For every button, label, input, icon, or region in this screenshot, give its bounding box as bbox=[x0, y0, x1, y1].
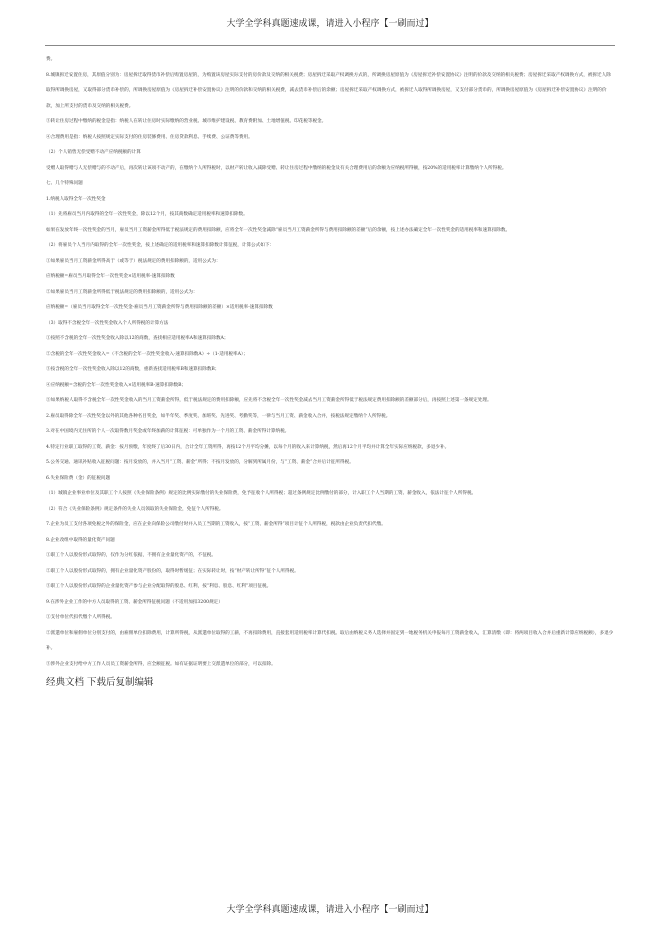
paragraph: 8.城镇拆迁安置住房，其原值分别为：房屋拆迁取得货币补偿后购置房屋的，为购置该房屋实际支付的房价款及交纳的相关税费；房屋拆迁采取产权调换方式的，所调换房屋原值为《房屋拆迁补偿安置协议》注明的价款及交纳的相关税费；房屋拆迁采取产权调换方式，被拆迁人除取得所调换房屋，又取得部分货币补偿的，所调换房屋原值为《房屋拆迁补偿安置协议》注明的价款和交纳的相关税费，减去货币补偿后的余额；房屋拆迁采取产权调换方式，被拆迁人取得所调换房屋，又支付部分货币的，所调换房屋原值为《房屋拆迁补偿安置协议》注明的价款，加上所支付的货币及交纳的相关税费。 bbox=[46, 72, 611, 109]
paragraph: ②职工个人以股份形式取得的，拥有企业量化资产股份的，取得时暂缓征；在实际转让时，按“财产转让所得”征个人所得税。 bbox=[46, 568, 299, 574]
document-body bbox=[46, 52, 614, 690]
paragraph: 2.雇员取得除全年一次性奖金以外的其他各种名目奖金，如半年奖、季度奖、加班奖、先进奖、考勤奖等，一律与当月工资、薪金收入合并，按税法规定缴纳个人所得税。 bbox=[46, 413, 391, 419]
paragraph: （2）个人销售无偿受赠不动产应纳税额的计算 bbox=[46, 150, 141, 155]
paragraph: （1）城镇企业事业单位及其职工个人按照《失业保险条例》规定的比例实际缴付的失业保险费，免予征收个人所得税；超过条例规定比例缴付的部分，计入职工个人当期的工资、薪金收入，依法计征个人所得税。 bbox=[46, 491, 477, 496]
paragraph: ③转让住房过程中缴纳的税金是指：纳税人在转让住房时实际缴纳的营业税、城市维护建设税、教育费附加、土地增值税、印花税等税金。 bbox=[46, 119, 327, 124]
closing-note: 经典文档 下载后复制编辑 bbox=[46, 677, 154, 688]
paragraph: （2）将雇员个人当月内取得的全年一次性奖金，按上述确定的适用税率和速算扣除数计算征税，计算公式如下： bbox=[46, 243, 275, 248]
paragraph: 费。 bbox=[46, 57, 56, 62]
paragraph: ②含税的全年一次性奖金收入=（不含税的全年一次性奖金收入-速算扣除数A）÷（1-适用税率A）； bbox=[46, 351, 248, 357]
formula: 应纳税额=雇员当月取得全年一次性奖金×适用税率-速算扣除数 bbox=[46, 274, 175, 279]
paragraph: ⑤如果纳税人取得不含税全年一次性奖金收入的当月工资薪金所得，低于税法规定的费用扣除额，应先将不含税全年一次性奖金减去当月工资薪金所得低于税法规定费用扣除额的差额部分后，再按照上述第一条规定处理。 bbox=[46, 398, 492, 403]
paragraph: 1.纳税人取得全年一次性奖金 bbox=[46, 196, 106, 202]
paragraph: ③按含税的全年一次性奖金收入除以12的商数，重新查找适用税率B和速算扣除数B； bbox=[46, 367, 220, 372]
paragraph: 3.对在中国境内无住所的个人一次取得数月奖金或年终加薪的计算征税：可单独作为一个月的工资、薪金所得计算纳税。 bbox=[46, 429, 290, 434]
paragraph: ①支付单位代扣代缴个人所得税。 bbox=[46, 615, 115, 620]
paragraph: 6.失业保险费（金）的征税问题 bbox=[46, 475, 111, 481]
page-footer: 大学全学科真题速成课，请进入小程序【一刷而过】 bbox=[226, 905, 434, 915]
paragraph: ②如果雇员当月工资薪金所得低于税法规定的费用扣除额的，适用公式为： bbox=[46, 289, 198, 295]
paragraph: ①如果雇员当月工资薪金所得高于（或等于）税法规定的费用扣除额的，适用公式为： bbox=[46, 258, 221, 264]
paragraph: ①按照不含税的全年一次性奖金收入除以12的商数，查找相应适用税率A和速算扣除数A； bbox=[46, 336, 229, 341]
paragraph: ②派遣单位和雇佣单位分别支付的，由雇佣单位扣除费用，计算所得税，从派遣单位取得的工薪，不再扣除费用，直接套用适用税率计算代扣税。取后由纳税义务人选择并固定到一地税务机关申报每月工资薪金收入，汇算清缴（即：将两项目收入合并后重新计算应纳税额），多退少补。 bbox=[46, 630, 614, 651]
paragraph: （3）取得不含税全年一次性奖金收入个人所得税的计算方法 bbox=[46, 320, 169, 326]
paragraph: 9.在涉外企业工作的中方人员取得的工资、薪金所得征税问题（不适用加扣3200规定） bbox=[46, 599, 223, 605]
section-heading: 七、几个特殊问题 bbox=[46, 181, 83, 186]
paragraph: （2）符合《失业保险条例》规定条件的失业人员领取的失业保险金，免征个人所得税。 bbox=[46, 506, 224, 512]
page-header: 大学全学科真题速成课，请进入小程序【一刷而过】 bbox=[226, 19, 434, 29]
paragraph: 7.企业为员工支付各项免税之外的保险金，应在企业向保险公司缴付时并入员工当期的工资收入，按“工资、薪金所得”项目计征个人所得税，税款由企业负责代扣代缴。 bbox=[46, 522, 386, 527]
paragraph: ③职工个人以股份形式取得的企业量化资产参与企业分配取得的股息、红利，按“利息、股息、红利”项目征税。 bbox=[46, 584, 272, 589]
paragraph: （1）先将雇员当月内取得的全年一次性奖金，除以12个月，按其商数确定适用税率和速算扣除数。 bbox=[46, 212, 248, 217]
paragraph: ④合理费用是指：纳税人按照规定实际支付的住房装修费用、住房贷款利息、手续费、公证费等费用。 bbox=[46, 134, 253, 140]
paragraph: ①职工个人以股份形式取得的，仅作为分红依据，不拥有企业量化资产的，不征税。 bbox=[46, 553, 216, 558]
paragraph: ③涉外企业支付给中方工作人员员工资薪金所得，应全额征税。如有证据证明要上交派遣单位的部分，可以扣除。 bbox=[46, 661, 276, 667]
paragraph: 8.企业改组中取得的量化资产问题 bbox=[46, 537, 115, 543]
paragraph: 如果在发放年终一次性奖金的当月，雇员当月工资薪金所得低于税法规定的费用扣除额，应将全年一次性奖金减除“雇员当月工资薪金所得与费用扣除额的差额”后的余额，按上述办法确定全年一次性奖金的适用税率和速算扣除数。 bbox=[46, 227, 511, 233]
paragraph: 5.公务交通、通讯补贴收入征税问题：按月发放的，并入当月“工资、薪金”所得；不按月发放的，分解到所属月份，与“工资、薪金”合并后计征所得税。 bbox=[46, 460, 354, 465]
formula: 应纳税额=（雇员当月取得全年一次性奖金-雇员当月工资薪金所得与费用扣除额的差额）×适用税率-速算扣除数 bbox=[46, 305, 273, 310]
paragraph: ④应纳税额=含税的全年一次性奖金收入×适用税率B-速算扣除数B； bbox=[46, 382, 187, 388]
paragraph: 4.特定行业职工取得的工资、薪金：按月预缴，年度终了后30日内，合计全年工资所得，再按12个月平均分摊，以每个月的收入来计算纳税，然后再12个月平均并计算全年实际应纳税款，多退少补。 bbox=[46, 444, 450, 450]
header-rule bbox=[45, 45, 615, 46]
paragraph: 受赠人取得赠与人无偿赠与的不动产后，再次转让该项不动产的，在缴纳个人所得税时，以财产转让收入减除受赠、转让住房过程中缴纳的税金及有关合理费用后的余额为应纳税所得额，按20%的适用税率计算缴纳个人所得税。 bbox=[46, 165, 507, 171]
